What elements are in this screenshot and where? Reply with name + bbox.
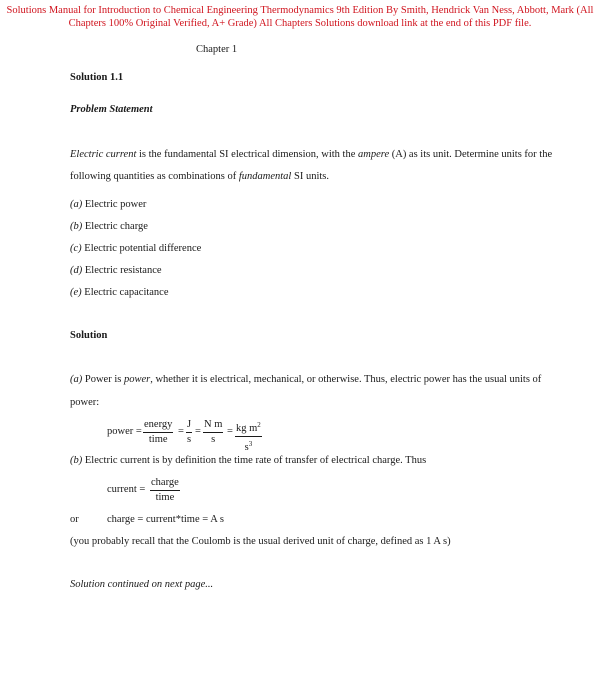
term-power: power xyxy=(123,374,151,385)
part-a-line-2: power: xyxy=(70,397,100,408)
fraction-numerator: J xyxy=(186,419,192,433)
fraction-denominator: s xyxy=(187,434,192,445)
solution-title: Solution 1.1 xyxy=(70,72,124,83)
problem-line-2 xyxy=(70,171,329,182)
chapter-heading: Chapter 1 xyxy=(196,44,238,55)
fraction-nm-s xyxy=(203,419,223,446)
item-text: Electric capacitance xyxy=(81,287,169,298)
equals-sign: = xyxy=(178,426,184,437)
superscript: 2 xyxy=(257,421,261,429)
solution-heading: Solution xyxy=(70,330,108,341)
continued-note: Solution continued on next page... xyxy=(70,579,214,590)
item-label: (d) xyxy=(70,265,83,276)
unit-text: kg m xyxy=(236,423,258,434)
equals-sign: = xyxy=(195,426,201,437)
list-item xyxy=(70,287,169,298)
item-text: Electric resistance xyxy=(82,265,162,276)
fraction-charge-time xyxy=(150,477,180,504)
item-label: (b) xyxy=(70,221,83,232)
problem-text: is the fundamental SI electrical dimension, with the xyxy=(136,149,358,160)
problem-statement-heading: Problem Statement xyxy=(70,104,153,115)
fraction-denominator xyxy=(245,437,253,454)
list-item xyxy=(70,221,148,232)
equals-sign: = xyxy=(227,426,233,437)
coulomb-note: (you probably recall that the Coulomb is the usual derived unit of charge, defined as 1 A s) xyxy=(70,536,451,547)
part-a-line-1 xyxy=(70,374,541,385)
download-banner xyxy=(0,4,600,30)
unit-text: s xyxy=(244,442,249,453)
fraction-denominator: time xyxy=(155,492,175,503)
problem-text: SI units. xyxy=(291,171,329,182)
superscript: 3 xyxy=(248,440,253,448)
part-a-text: , whether it is electrical, mechanical, or otherwise. Thus, electric power has the usual units of xyxy=(150,374,542,385)
part-b-text: Electric current is by definition the time rate of transfer of electrical charge. Thus xyxy=(82,455,427,466)
fraction-denominator: time xyxy=(148,434,168,445)
part-label: (a) xyxy=(70,374,83,385)
item-label: (c) xyxy=(70,243,82,254)
problem-text: (A) as its unit. Determine units for the xyxy=(389,149,553,160)
term-fundamental: fundamental xyxy=(238,171,292,182)
item-text: Electric charge xyxy=(82,221,148,232)
item-label: (e) xyxy=(70,287,82,298)
fraction-energy-time xyxy=(143,419,173,446)
fraction-numerator: charge xyxy=(150,477,180,491)
fraction-numerator: N m xyxy=(203,419,223,433)
fraction-denominator: s xyxy=(211,434,216,445)
eq-power-lhs: power = xyxy=(107,426,142,437)
eq-charge: charge = current*time = A s xyxy=(107,514,224,525)
fraction-kgm2-s3 xyxy=(235,419,262,454)
fraction-numerator: energy xyxy=(143,419,173,433)
item-text: Electric power xyxy=(82,199,147,210)
or-word: or xyxy=(70,514,79,525)
fraction-numerator xyxy=(235,419,262,437)
banner-line-1: Solutions Manual for Introduction to Chemical Engineering Thermodynamics 9th Edition By Smith, Hendrick Van Ness, Abbott, Mark (All xyxy=(6,5,594,16)
list-item xyxy=(70,243,201,254)
list-item xyxy=(70,265,162,276)
part-label: (b) xyxy=(70,455,83,466)
item-text: Electric potential difference xyxy=(81,243,202,254)
problem-line-1 xyxy=(70,149,552,160)
banner-line-2: Chapters 100% Original Verified, A+ Grade) All Chapters Solutions download link at the end of this PDF file. xyxy=(68,18,532,29)
part-b-line xyxy=(70,455,426,466)
problem-text: following quantities as combinations of xyxy=(70,171,239,182)
fraction-j-s xyxy=(186,419,192,446)
item-label: (a) xyxy=(70,199,83,210)
term-ampere: ampere xyxy=(358,149,390,160)
list-item xyxy=(70,199,146,210)
eq-current-lhs: current = xyxy=(107,484,146,495)
term-electric-current: Electric current xyxy=(70,149,137,160)
part-a-text: Power is xyxy=(82,374,124,385)
